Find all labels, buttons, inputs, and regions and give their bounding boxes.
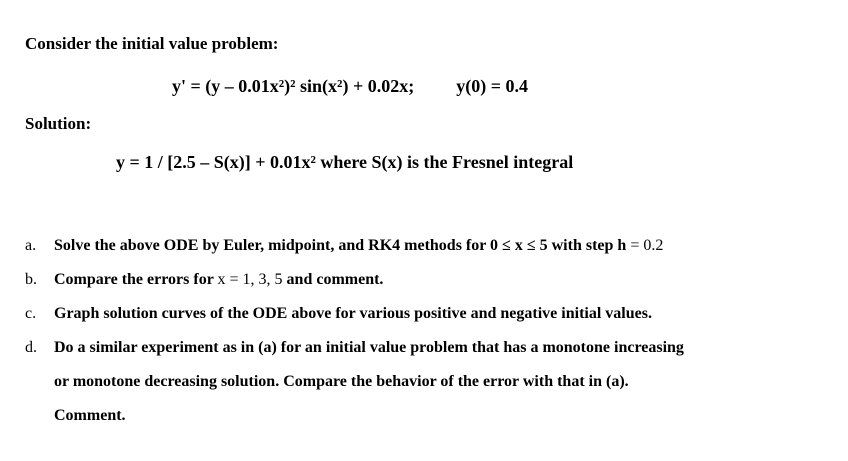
ode-expression: y' = (y – 0.01x²)² sin(x²) + 0.02x; — [172, 76, 415, 96]
task-text: Graph solution curves of the ODE above for various positive and negative initial values. — [54, 305, 652, 322]
task-text-part: and comment. — [282, 271, 384, 288]
task-text — [54, 331, 684, 433]
task-text-line: Do a similar experiment as in (a) for an initial value problem that has a monotone increasing — [54, 339, 684, 356]
task-b — [25, 263, 815, 297]
task-list — [25, 229, 815, 433]
step-variable: h — [617, 237, 627, 254]
task-marker: d. — [25, 339, 37, 356]
task-text — [54, 263, 383, 297]
initial-condition: y(0) = 0.4 — [456, 76, 528, 96]
task-d — [25, 331, 815, 433]
problem-intro: Consider the initial value problem: — [25, 34, 279, 53]
solution-formula: y = 1 / [2.5 – S(x)] + 0.01x² where S(x) is the Fresnel integral — [116, 152, 574, 172]
task-marker: a. — [25, 237, 37, 254]
task-text-line: Comment. — [54, 407, 126, 424]
step-value: = 0.2 — [626, 237, 664, 254]
x-values: x = 1, 3, 5 — [217, 271, 283, 288]
task-marker: b. — [25, 271, 37, 288]
task-text-part: Solve the above ODE by Euler, midpoint, and RK4 methods for 0 ≤ x ≤ 5 with step — [54, 237, 618, 254]
task-text-part: Compare the errors for — [54, 271, 218, 288]
task-text — [54, 229, 663, 263]
task-marker: c. — [25, 305, 37, 322]
task-c — [25, 297, 815, 331]
ode-equation — [172, 77, 528, 95]
solution-label: Solution: — [25, 114, 92, 133]
task-a — [25, 229, 815, 263]
task-text-line: or monotone decreasing solution. Compare the behavior of the error with that in (a). — [54, 373, 629, 390]
